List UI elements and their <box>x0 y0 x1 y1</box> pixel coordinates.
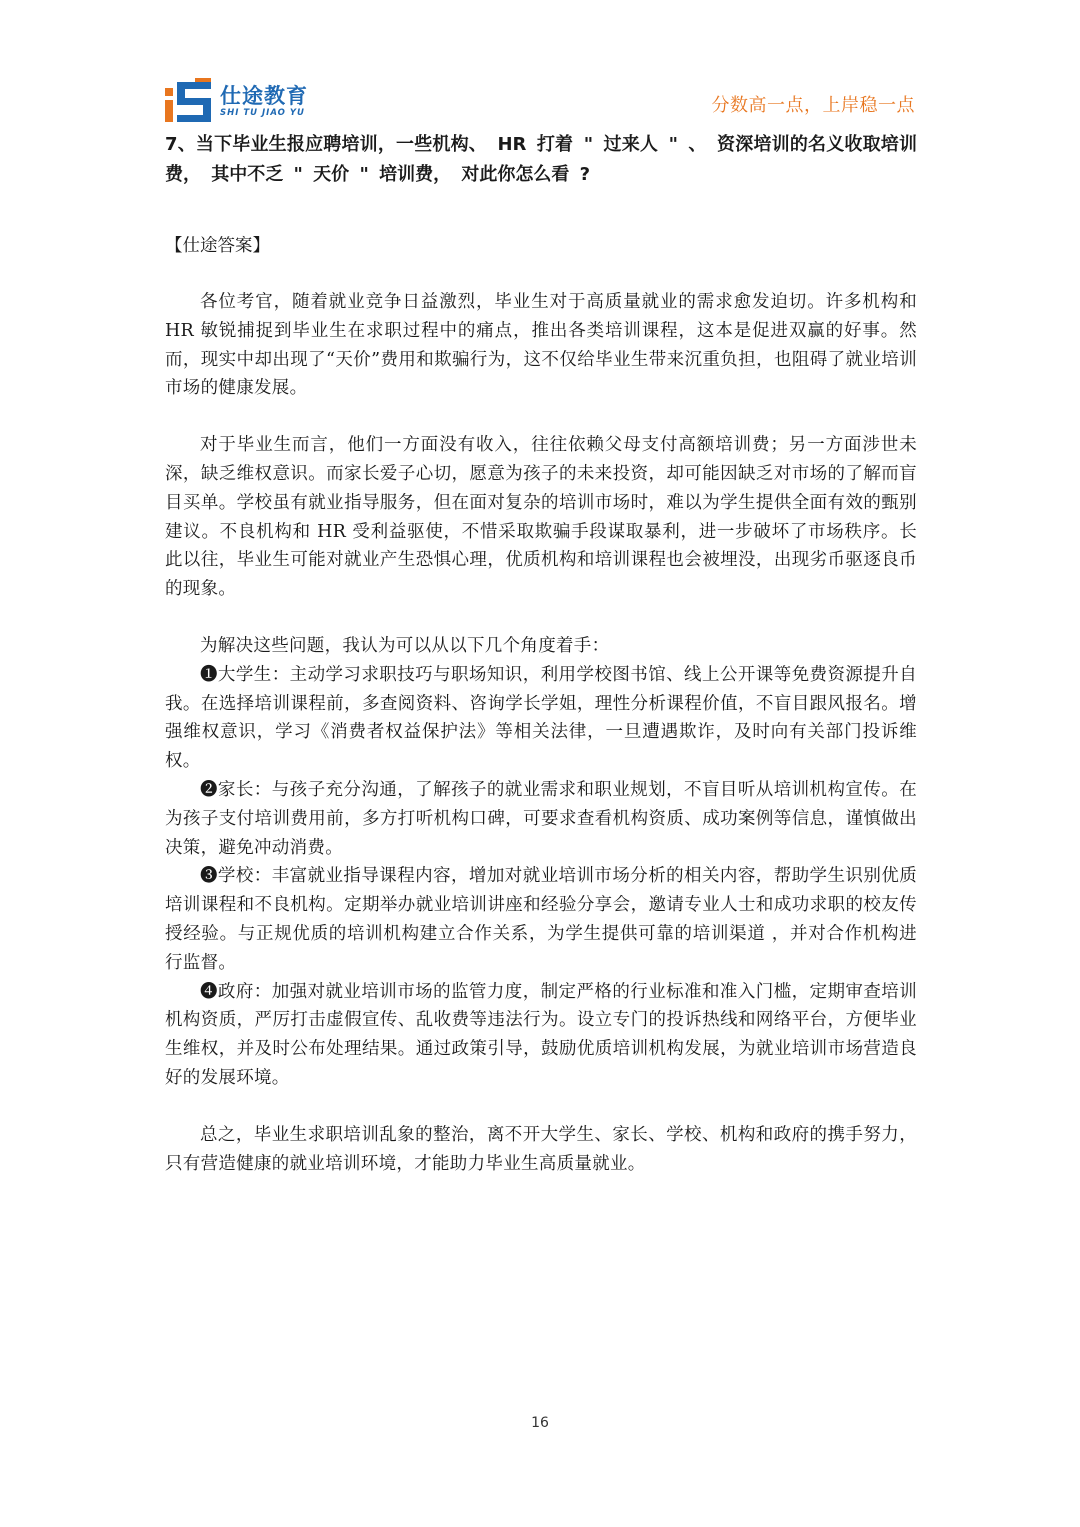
brand-logo <box>165 78 308 124</box>
paragraph-conclusion: 总之，毕业生求职培训乱象的整治，离不开大学生、家长、学校、机构和政府的携手努力，只有营造健康的就业培训环境，才能助力毕业生高质量就业。 <box>165 1124 917 1174</box>
logo-name: 仕途教育 <box>220 83 308 108</box>
spacer <box>165 1093 917 1121</box>
paragraph-intro: 各位考官，随着就业竞争日益激烈，毕业生对于高质量就业的需求愈发迫切。许多机构和 HR 敏锐捕捉到毕业生在求职过程中的痛点，推出各类培训课程，这本是促进双赢的好事。然而，现实中却出现了“天价”费用和欺骗行为，这不仅给毕业生带来沉重负担，也阻碍了就业培训市场的健康发展。 <box>165 292 917 399</box>
paragraph-analysis: 对于毕业生而言，他们一方面没有收入，往往依赖父母支付高额培训费；另一方面涉世未深，缺乏维权意识。而家长爱子心切，愿意为孩子的未来投资，却可能因缺乏对市场的了解而盲目买单。学校虽有就业指导服务，但在面对复杂的培训市场时，难以为学生提供全面有效的甄别建议。不良机构和 HR 受利益驱使，不惜采取欺骗手段谋取暴利，进一步破坏了市场秩序。长此以往，毕业生可能对就业产生恐惧心理，优质机构和培训课程也会被埋没，出现劣币驱逐良币的现象。 <box>165 435 917 600</box>
paragraph-schools: ❸学校：丰富就业指导课程内容，增加对就业培训市场分析的相关内容，帮助学生识别优质培训课程和不良机构。定期举办就业培训讲座和经验分享会，邀请专业人士和成功求职的校友传授经验。与正规优质的培训机构建立合作关系，为学生提供可靠的培训渠道 ，并对合作机构进行监督。 <box>165 866 917 973</box>
stylized-s-logo-icon <box>165 78 213 124</box>
paragraph-students: ❶大学生：主动学习求职技巧与职场知识，利用学校图书馆、线上公开课等免费资源提升自我。在选择培训课程前，多查阅资料、咨询学长学姐，理性分析课程价值，不盲目跟风报名。增强维权意识，学习《消费者权益保护法》等相关法律，一旦遭遇欺诈，及时向有关部门投诉维权。 <box>165 664 917 772</box>
logo-text <box>220 84 308 119</box>
page-content <box>165 130 917 1178</box>
spacer <box>165 260 917 288</box>
spacer <box>165 604 917 632</box>
page-header <box>165 72 915 132</box>
spacer <box>165 403 917 431</box>
paragraph-parents: ❷家长：与孩子充分沟通，了解孩子的就业需求和职业规划，不盲目听从培训机构宣传。在为孩子支付培训费用前，多方打听机构口碑，可要求查看机构资质、成功案例等信息，谨慎做出决策，避免冲动消费。 <box>165 779 917 858</box>
page-number: 16 <box>531 1415 549 1431</box>
answer-heading: 【仕途答案】 <box>165 236 270 256</box>
slogan: 分数高一点，上岸稳一点 <box>711 95 915 116</box>
question-title: 7、当下毕业生报应聘培训，一些机构、 HR 打着 " 过来人 " 、 资深培训的名义收取培训费， 其中不乏 " 天价 " 培训费， 对此你怎么看 ? <box>165 134 917 185</box>
paragraph-solutions-lead: 为解决这些问题，我认为可以从以下几个角度着手： <box>200 635 610 656</box>
logo-pinyin: SHI TU JIAO YU <box>220 107 305 118</box>
paragraph-government: ❹政府：加强对就业培训市场的监管力度，制定严格的行业标准和准入门槛，定期审查培训机构资质，严厉打击虚假宣传、乱收费等违法行为。设立专门的投诉热线和网络平台，方便毕业生维权，并及时公布处理结果。通过政策引导，鼓励优质培训机构发展，为就业培训市场营造良好的发展环境。 <box>165 981 917 1088</box>
